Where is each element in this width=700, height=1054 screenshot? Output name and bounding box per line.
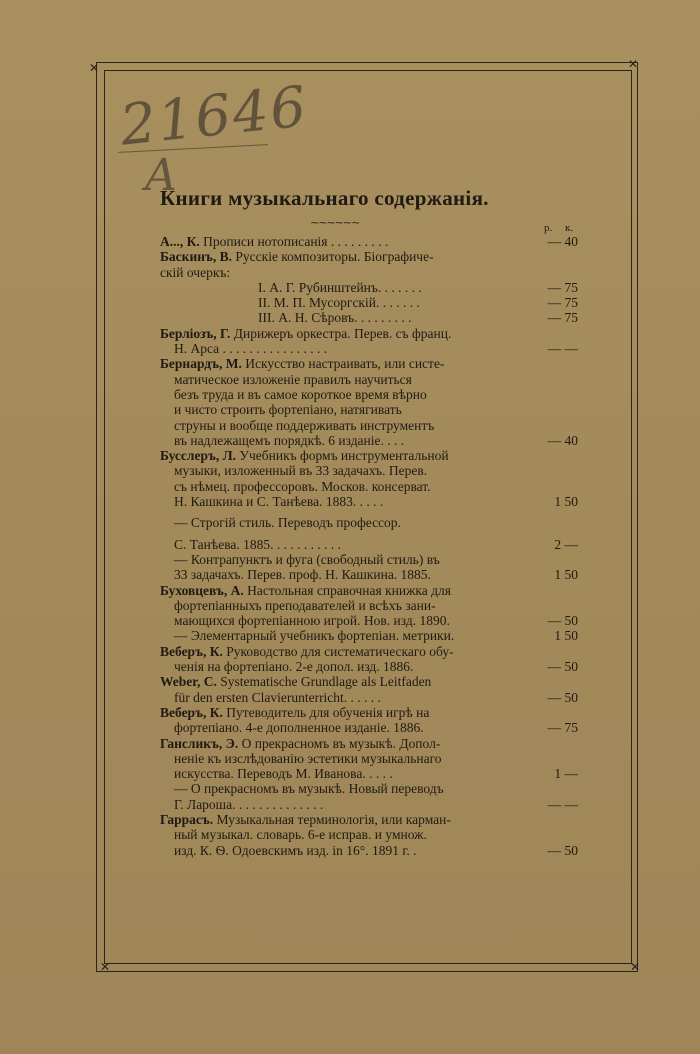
entry-text: Н. Арса . . . . . . . . . . . . . . . . — [174, 341, 328, 357]
entry-price: — 40 — [547, 234, 578, 249]
entry-price: 2 — — [554, 536, 578, 552]
entry-text: für den ersten Clavierunterricht. . . . . . — [174, 689, 381, 705]
catalog-entry — [160, 552, 578, 567]
catalog-entry — [160, 280, 578, 295]
catalog-entry — [160, 827, 578, 842]
catalog-entry — [160, 781, 578, 796]
entry-price: 1 50 — [554, 494, 578, 510]
entry-text: неніе къ изслѣдованію эстетики музыкальнаго — [174, 750, 442, 766]
entry-price: — 75 — [547, 279, 578, 295]
entry-price: — 50 — [547, 613, 578, 629]
corner-ornament-icon: ✕ — [89, 61, 100, 75]
entry-text: музыки, изложенный въ 33 задачахъ. Перев. — [174, 463, 428, 479]
title-flourish: ~~~~~~ — [310, 216, 360, 229]
entry-text: О прекрасномъ въ музыкѣ. Допол- — [238, 735, 441, 751]
entry-text: — Строгій стиль. Переводъ профессор. — [174, 515, 401, 531]
entry-text: Русскіе композиторы. Біографиче- — [232, 249, 434, 265]
corner-ornament-icon: ✕ — [630, 960, 641, 974]
entry-text: Н. Кашкина и С. Танѣева. 1883. . . . . — [174, 494, 384, 510]
catalog-list — [160, 234, 578, 858]
entry-author: Буховцевъ, А. — [160, 582, 244, 598]
entry-price: — 75 — [547, 295, 578, 311]
entry-text: фортепіано. 4-е дополненное изданіе. 1886. — [174, 720, 424, 736]
catalog-entry — [160, 515, 578, 530]
entry-text: и чисто строить фортепіано, натягивать — [174, 402, 402, 418]
catalog-entry — [160, 628, 578, 643]
entry-text: Искусство настраивать, или систе- — [241, 356, 445, 372]
catalog-entry — [160, 613, 578, 628]
catalog-entry — [160, 463, 578, 478]
entry-text: въ надлежащемъ порядкѣ. 6 изданіе. . . . — [174, 432, 405, 448]
catalog-entry — [160, 690, 578, 705]
catalog-entry — [160, 751, 578, 766]
entry-text: безъ труда и въ самое короткое время вѣрно — [174, 386, 427, 402]
entry-price: — 50 — [547, 689, 578, 705]
entry-text: съ нѣмец. профессоровъ. Москов. консерват. — [174, 478, 431, 494]
catalog-entry — [160, 402, 578, 417]
entry-text: Руководство для систематическаго обу- — [222, 643, 454, 659]
entry-price: — 50 — [547, 659, 578, 675]
entry-text: 33 задачахъ. Перев. проф. Н. Кашкина. 1885. — [174, 567, 431, 583]
price-column-header: р. к. — [544, 222, 574, 234]
catalog-entry — [160, 372, 578, 387]
entry-author: Веберъ, К. — [160, 704, 223, 720]
entry-text: — Элементарный учебникъ фортепіан. метрики. — [174, 628, 455, 644]
entry-text: Путеводитель для обученія игрѣ на — [222, 704, 430, 720]
entry-price: — 75 — [547, 310, 578, 326]
entry-text: I. А. Г. Рубинштейнъ. . . . . . . — [258, 279, 422, 295]
entry-price: — 40 — [547, 432, 578, 448]
entry-text: II. М. П. Мусоргскій. . . . . . . — [258, 295, 420, 311]
catalog-entry — [160, 234, 578, 249]
catalog-entry — [160, 356, 578, 371]
entry-author: Бернардъ, М. — [160, 356, 242, 372]
entry-text: III. А. Н. Сѣровъ. . . . . . . . . — [258, 310, 412, 326]
entry-price: 1 50 — [554, 628, 578, 644]
catalog-entry — [160, 659, 578, 674]
catalog-entry — [160, 843, 578, 858]
entry-author: А..., К. — [160, 234, 200, 249]
entry-text: матическое изложеніе правилъ научиться — [174, 371, 412, 387]
entry-text: Музыкальная терминологія, или карман- — [213, 811, 451, 827]
entry-text: Г. Лароша. . . . . . . . . . . . . . — [174, 796, 324, 812]
catalog-entry — [160, 720, 578, 735]
catalog-entry — [160, 766, 578, 781]
handwritten-inventory-number: 21646 — [117, 74, 312, 159]
corner-ornament-icon: ✕ — [628, 57, 639, 71]
entry-author: Гаррасъ. — [160, 811, 214, 827]
entry-price: 1 50 — [554, 567, 578, 583]
entry-text: скій очеркъ: — [160, 264, 231, 280]
entry-text: — Контрапунктъ и фуга (свободный стиль) въ — [174, 551, 440, 567]
entry-text: мающихся фортепіанною игрой. Нов. изд. 1890. — [174, 613, 450, 629]
handwritten-letter: A — [145, 150, 177, 201]
entry-text: искусства. Переводъ М. Иванова. . . . . — [174, 766, 393, 782]
catalog-entry — [160, 479, 578, 494]
entry-text: Дирижеръ оркестра. Перев. съ франц. — [230, 325, 452, 341]
entry-price: — 75 — [547, 720, 578, 736]
catalog-entry — [160, 537, 578, 552]
entry-text: струны и вообще поддерживать инструментъ — [174, 417, 435, 433]
catalog-entry — [160, 705, 578, 720]
catalog-entry — [160, 598, 578, 613]
entry-author: Гансликъ, Э. — [160, 735, 239, 751]
catalog-entry — [160, 265, 578, 280]
entry-text: Учебникъ формъ инструментальной — [236, 448, 449, 464]
entry-text: С. Танѣева. 1885. . . . . . . . . . . — [174, 536, 342, 552]
catalog-entry — [160, 674, 578, 689]
catalog-entry — [160, 310, 578, 325]
catalog-entry — [160, 644, 578, 659]
catalog-entry — [160, 797, 578, 812]
entry-author: Бусслеръ, Л. — [160, 448, 237, 464]
catalog-entry — [160, 567, 578, 582]
entry-text: Systematische Grundlage als Leitfaden — [216, 674, 432, 690]
entry-author: Weber, C. — [160, 674, 217, 690]
entry-text: Настольная справочная книжка для — [243, 582, 451, 598]
entry-author: Берліозъ, Г. — [160, 325, 231, 341]
catalog-entry — [160, 448, 578, 463]
catalog-entry — [160, 433, 578, 448]
catalog-entry — [160, 736, 578, 751]
entry-text: Прописи нотописанія . . . . . . . . . — [199, 234, 389, 249]
catalog-entry — [160, 387, 578, 402]
catalog-entry — [160, 583, 578, 598]
catalog-entry — [160, 295, 578, 310]
entry-price: — 50 — [547, 842, 578, 858]
entry-text: ный музыкал. словарь. 6-е исправ. и умнож. — [174, 827, 427, 843]
entry-text: изд. К. Ѳ. Одоевскимъ изд. in 16°. 1891 г. . — [174, 842, 417, 858]
catalog-entry — [160, 249, 578, 264]
entry-author: Баскинъ, В. — [160, 249, 233, 265]
entry-text: — О прекрасномъ въ музыкѣ. Новый переводъ — [174, 781, 444, 797]
catalog-entry — [160, 418, 578, 433]
catalog-entry — [160, 812, 578, 827]
catalog-entry — [160, 326, 578, 341]
entry-price: 1 — — [554, 766, 578, 782]
entry-price: — — — [547, 341, 578, 357]
entry-text: фортепіанныхъ преподавателей и всѣхъ зани- — [174, 597, 436, 613]
catalog-entry — [160, 341, 578, 356]
catalog-entry — [160, 494, 578, 509]
entry-text: ченія на фортепіано. 2-е допол. изд. 1886. — [174, 659, 414, 675]
corner-ornament-icon: ✕ — [100, 960, 111, 974]
entry-author: Веберъ, К. — [160, 643, 223, 659]
page-title: Книги музыкальнаго содержанія. — [160, 186, 489, 210]
entry-price: — — — [547, 796, 578, 812]
